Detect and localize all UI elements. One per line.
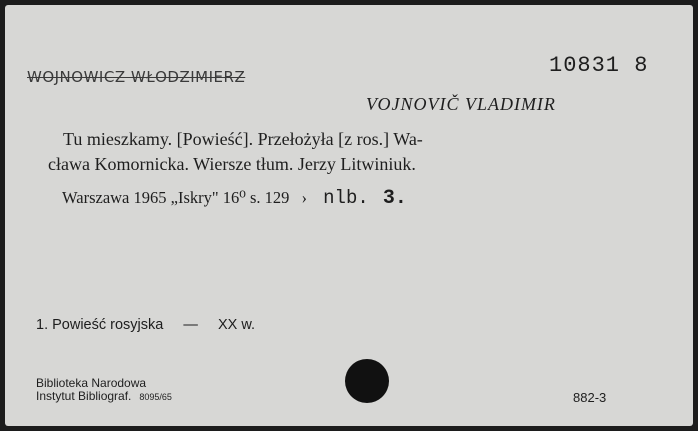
subject-number: 1.	[36, 317, 49, 333]
description-line: Tu mieszkamy. [Powieść]. Przełożyła [z ros.] Wa-	[63, 129, 423, 149]
library-code: nlb.	[323, 187, 369, 209]
catalog-card	[5, 5, 693, 426]
stamp-order-number: 8095/65	[139, 392, 172, 402]
library-stamp	[36, 377, 172, 404]
subject-period: XX w.	[217, 317, 256, 333]
card-punch-hole	[345, 359, 389, 403]
corrected-author-heading: VOJNOVIČ VLADIMIR	[366, 94, 556, 114]
subject-dash: —	[183, 317, 198, 333]
copy-count: 3.	[382, 187, 407, 210]
card-code: 882-3	[573, 390, 607, 405]
publication-imprint: Warszawa 1965 „Iskry" 16⁰ s. 129	[62, 188, 290, 207]
stamp-line: Biblioteka Narodowa	[36, 376, 147, 390]
call-number: 10831 8	[549, 53, 649, 78]
stamp-institute: Instytut Bibliograf.	[36, 389, 132, 403]
description-line: cława Komornicka. Wiersze tłum. Jerzy Litwiniuk.	[48, 154, 416, 174]
subject-heading	[36, 317, 255, 333]
separator-mark: ›	[301, 188, 308, 207]
publication-line	[62, 187, 407, 210]
stamp-line	[36, 390, 172, 404]
bibliographic-description	[48, 127, 608, 177]
subject-term: Powieść rosyjska	[52, 317, 164, 333]
struck-author-heading: WOJNOWICZ WŁODZIMIERZ	[27, 68, 246, 86]
